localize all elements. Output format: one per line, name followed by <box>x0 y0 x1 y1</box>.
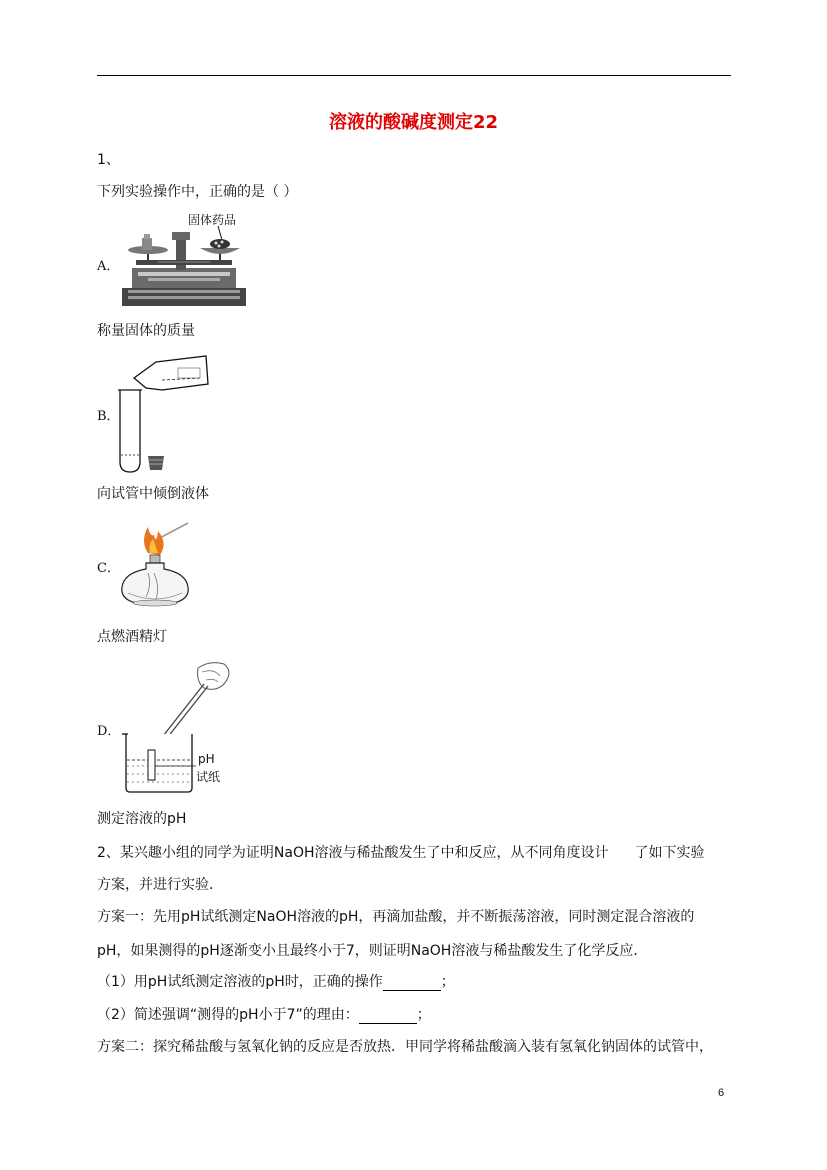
question-2-line-2: 方案，并进行实验． <box>97 877 223 893</box>
ph-test-figure <box>118 658 238 798</box>
sub-question-2-text: （2）简述强调“测得的pH小于7”的理由： <box>97 1007 359 1023</box>
option-b-caption: 向试管中倾倒液体 <box>97 486 209 502</box>
question-2-line-1a: 2、某兴趣小组的同学为证明NaOH溶液与稀盐酸发生了中和反应，从不同角度设计 <box>97 845 609 861</box>
sub-question-2 <box>97 1006 431 1024</box>
answer-blank-1[interactable] <box>383 976 441 991</box>
sub-question-2-end: ； <box>416 1007 431 1023</box>
header-rule <box>97 75 731 76</box>
figure-label-ph: pH <box>198 752 215 766</box>
question-2-line-1 <box>97 844 705 862</box>
answer-blank-2[interactable] <box>359 1009 417 1024</box>
figure-label-solid-reagent: 固体药品 <box>188 213 237 227</box>
balance-figure <box>118 210 250 310</box>
option-c-caption: 点燃酒精灯 <box>97 629 167 645</box>
page-number: 6 <box>718 1087 725 1099</box>
sub-question-1-end: ； <box>440 974 455 990</box>
option-a-caption: 称量固体的质量 <box>97 323 195 339</box>
option-d-caption: 测定溶液的pH <box>97 811 187 827</box>
option-b-letter: B． <box>97 409 120 424</box>
page-title: 溶液的酸碱度测定22 <box>328 112 499 133</box>
sub-question-1-text: （1）用pH试纸测定溶液的pH时，正确的操作 <box>97 974 383 990</box>
question-1-stem: 下列实验操作中，正确的是（ ） <box>97 184 298 200</box>
plan-one-line-2: pH，如果测得的pH逐渐变小且最终小于7，则证明NaOH溶液与稀盐酸发生了化学反应． <box>97 943 648 959</box>
figure-label-test-paper: 试纸 <box>196 770 221 784</box>
option-c-letter: C． <box>97 561 120 576</box>
test-tube-pouring-figure <box>118 350 218 475</box>
plan-two-line-1: 方案二：探究稀盐酸与氢氧化钠的反应是否放热．甲同学将稀盐酸滴入装有氢氧化钠固体的试管中， <box>97 1039 713 1055</box>
option-a-letter: A． <box>97 259 120 274</box>
plan-one-line-1: 方案一：先用pH试纸测定NaOH溶液的pH，再滴加盐酸，并不断振荡溶液，同时测定混合溶液的 <box>97 909 695 925</box>
question-1-number: 1、 <box>97 152 120 168</box>
alcohol-lamp-figure <box>118 515 198 610</box>
sub-question-1 <box>97 973 455 991</box>
option-d-letter: D． <box>97 724 121 739</box>
question-2-line-1b: 了如下实验 <box>634 845 705 861</box>
